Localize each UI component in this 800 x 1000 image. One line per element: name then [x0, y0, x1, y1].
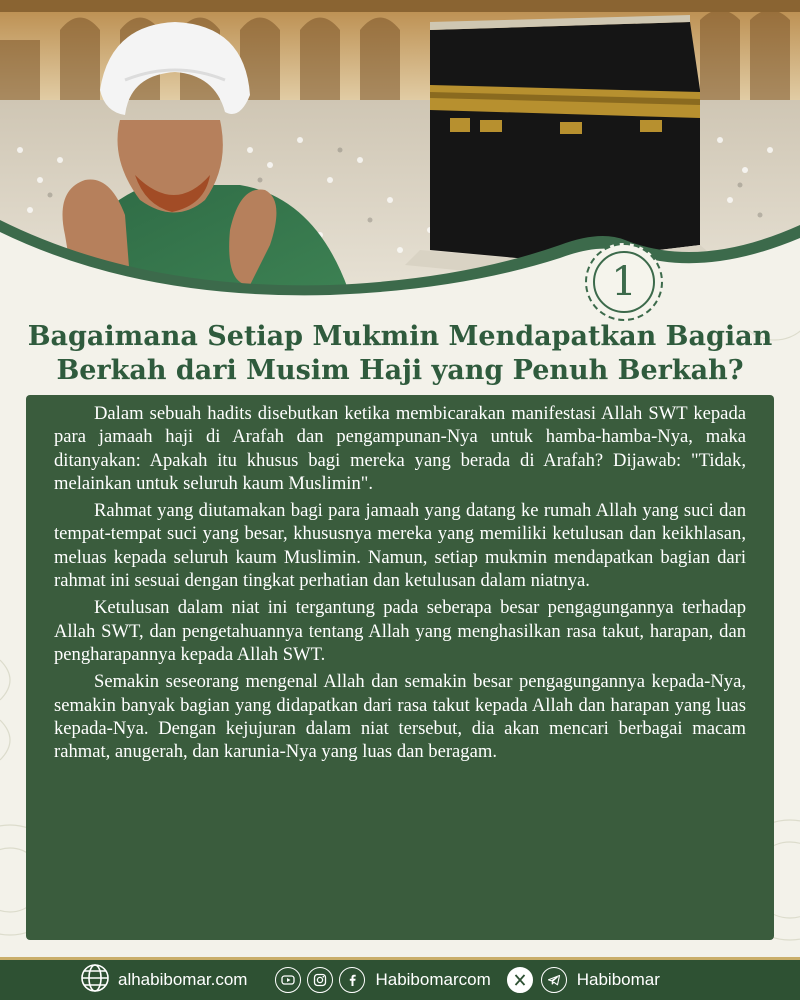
paragraph-2: Rahmat yang diutamakan bagi para jamaah yang datang ke rumah Allah yang suci dan tempat-tempat suci yang besar, khususnya mereka yang memiliki ketulusan dan keikhlasan, meluas kepada seluruh kaum Muslimin. Namun, setiap mukmin mendapatkan bagian dari rahmat ini sesuai dengan tingkat perhatian dan ketulusan dalam niatnya.	[54, 500, 746, 592]
number-badge-inner	[593, 251, 655, 313]
footer-bar	[0, 957, 800, 1000]
paragraph-3: Ketulusan dalam niat ini tergantung pada seberapa besar pengagungannya terhadap Allah SWT, dan pengetahuannya tentang Allah yang menghasilkan rasa takut, harapan, dan pengharapannya kepada Allah SWT.	[54, 597, 746, 665]
number-badge	[585, 243, 663, 321]
social-handle[interactable]: Habibomarcom	[375, 970, 491, 989]
title-line-1: Bagaimana Setiap Mukmin Mendapatkan Bagian	[27, 321, 773, 352]
hero-illustration	[0, 0, 800, 330]
telegram-icon[interactable]	[541, 967, 567, 993]
title-line-2: Berkah dari Musim Haji yang Penuh Berkah?	[56, 355, 744, 386]
x-telegram-handle[interactable]: Habibomar	[576, 970, 660, 989]
page-title	[0, 320, 800, 388]
paragraph-4: Semakin seseorang mengenal Allah dan semakin besar pengagungannya kepada-Nya, semakin banyak bagian yang didapatkan dari rasa takut kepada Allah dan harapan yang luas kepada-Nya. Dengan kejujuran dalam niat tersebut, dia akan mencari berbagai macam rahmat, anugerah, dan karunia-Nya yang luas dan beragam.	[54, 671, 746, 763]
website-link[interactable]: alhabibomar.com	[118, 970, 248, 989]
globe-icon[interactable]	[80, 963, 110, 998]
kaaba	[405, 15, 720, 280]
content-card	[26, 395, 774, 940]
facebook-icon[interactable]	[339, 967, 365, 993]
instagram-icon[interactable]	[307, 967, 333, 993]
badge-number: 1	[611, 259, 637, 305]
x-icon[interactable]	[507, 967, 533, 993]
paragraph-1: Dalam sebuah hadits disebutkan ketika membicarakan manifestasi Allah SWT kepada para jamaah haji di Arafah dan pengampunan-Nya untuk hamba-hamba-Nya, maka ditanyakan: Apakah itu khusus bagi mereka yang berada di Arafah? Dijawab: "Tidak, melainkan untuk seluruh kaum Muslimin".	[54, 403, 746, 494]
youtube-icon[interactable]	[275, 967, 301, 993]
